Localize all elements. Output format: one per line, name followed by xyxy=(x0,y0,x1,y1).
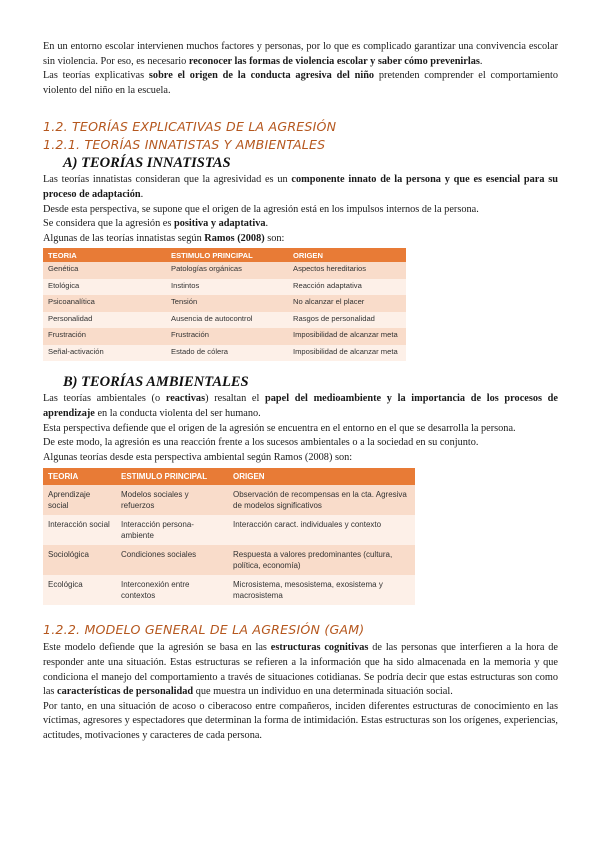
table-cell: Señal-activación xyxy=(43,345,166,362)
ambientales-paragraph-1: Las teorías ambientales (o reactivas) resaltan el papel del medioambiente y la importancia de los procesos de aprendizaje en la conducta violenta del ser humano. xyxy=(43,393,558,419)
table-cell: Respuesta a valores predominantes (cultura, política, economía) xyxy=(228,545,415,575)
table-row xyxy=(43,575,415,605)
table-row xyxy=(43,279,406,296)
table-cell: Interacción persona-ambiente xyxy=(116,515,228,545)
table-row xyxy=(43,345,406,362)
gam-paragraph-2: Por tanto, en una situación de acoso o ciberacoso entre compañeros, inciden diferentes estructuras de conocimiento en las víctimas, agresores y espectadores que determinan la forma de intimidación. Estas estructuras son los orígenes, experiencias, actitudes, motivaciones y caracteres de cada persona. xyxy=(43,700,558,741)
table-cell: Observación de recompensas en la cta. Agresiva de modelos significativos xyxy=(228,485,415,515)
table-row xyxy=(43,328,406,345)
table-row xyxy=(43,545,415,575)
heading-ambientales: B) TEORÍAS AMBIENTALES xyxy=(63,374,249,391)
intro-paragraph-2: Las teorías explicativas sobre el origen de la conducta agresiva del niño pretenden comprender el comportamiento violento del niño en la escuela. xyxy=(43,70,558,96)
table-cell: Psicoanalítica xyxy=(43,295,166,312)
table-header-row xyxy=(43,468,415,485)
table-cell: Rasgos de personalidad xyxy=(288,312,406,329)
table-cell: Ecológica xyxy=(43,575,116,605)
table-cell: Aspectos hereditarios xyxy=(288,262,406,279)
table-cell: Interacción social xyxy=(43,515,116,545)
table-row xyxy=(43,262,406,279)
ambientales-table xyxy=(43,468,415,605)
table-cell: Frustración xyxy=(166,328,288,345)
table-row xyxy=(43,515,415,545)
table-cell: No alcanzar el placer xyxy=(288,295,406,312)
section-heading-1-2-2: 1.2.2. MODELO GENERAL DE LA AGRESIÓN (GAM) xyxy=(43,622,365,638)
table-cell: Sociológica xyxy=(43,545,116,575)
ambientales-paragraph-2: Esta perspectiva defiende que el origen de la agresión se encuentra en el entorno en el que se desarrolla la persona. xyxy=(43,422,516,434)
table-cell: Reacción adaptativa xyxy=(288,279,406,296)
table-cell: Patologías orgánicas xyxy=(166,262,288,279)
table-cell: Personalidad xyxy=(43,312,166,329)
table-row xyxy=(43,295,406,312)
table-cell: Genética xyxy=(43,262,166,279)
table-row xyxy=(43,485,415,515)
innatistas-paragraph-1: Las teorías innatistas consideran que la agresividad es un componente innato de la persona y que es esencial para su proceso de adaptación. xyxy=(43,174,558,200)
table-header-row xyxy=(43,248,406,262)
table-cell: Modelos sociales y refuerzos xyxy=(116,485,228,515)
table-cell: Aprendizaje social xyxy=(43,485,116,515)
table-header-cell: TEORIA xyxy=(43,468,116,485)
table-header-cell: TEORIA xyxy=(43,248,166,262)
table-header-cell: ESTIMULO PRINCIPAL xyxy=(166,248,288,262)
section-heading-1-2: 1.2. TEORÍAS EXPLICATIVAS DE LA AGRESIÓN xyxy=(43,119,337,135)
table-header-cell: ORIGEN xyxy=(288,248,406,262)
innatistas-paragraph-3: Se considera que la agresión es positiva y adaptativa. xyxy=(43,218,269,230)
innatistas-paragraph-2: Desde esta perspectiva, se supone que el origen de la agresión está en los impulsos internos de la persona. xyxy=(43,203,479,215)
table-cell: Instintos xyxy=(166,279,288,296)
table-cell: Imposibilidad de alcanzar meta xyxy=(288,345,406,362)
section-heading-1-2-1: 1.2.1. TEORÍAS INNATISTAS Y AMBIENTALES xyxy=(43,137,326,153)
table-header-cell: ESTIMULO PRINCIPAL xyxy=(116,468,228,485)
ambientales-paragraph-4: Algunas teorías desde esta perspectiva ambiental según Ramos (2008) son: xyxy=(43,451,353,463)
table-cell: Condiciones sociales xyxy=(116,545,228,575)
table-cell: Frustración xyxy=(43,328,166,345)
table-cell: Interacción caract. individuales y contexto xyxy=(228,515,415,545)
ambientales-paragraph-3: De este modo, la agresión es una reacción frente a los sucesos ambientales o a la sociedad en su conjunto. xyxy=(43,437,479,449)
document-page xyxy=(43,40,558,743)
innatistas-table xyxy=(43,248,406,361)
heading-innatistas: A) TEORÍAS INNATISTAS xyxy=(63,155,231,172)
innatistas-paragraph-4: Algunas de las teorías innatistas según Ramos (2008) son: xyxy=(43,232,285,244)
table-cell: Etológica xyxy=(43,279,166,296)
table-cell: Microsistema, mesosistema, exosistema y macrosistema xyxy=(228,575,415,605)
gam-paragraph-1: Este modelo defiende que la agresión se basa en las estructuras cognitivas de las personas que interfieren a la hora de responder ante una situación. Estas estructuras se refieren a la información que ha sido almacenada en la memoria y que condiciona el manejo del comportamiento a través de situaciones cotidianas. Se podría decir que estas estructuras son como las características de personalidad que muestra un individuo en una determinada situación social. xyxy=(43,642,558,698)
table-cell: Estado de cólera xyxy=(166,345,288,362)
intro-paragraph-1: En un entorno escolar intervienen muchos factores y personas, por lo que es complicado garantizar una convivencia escolar sin violencia. Por eso, es necesario reconocer las formas de violencia escolar y saber cómo prevenirlas. xyxy=(43,41,558,67)
table-cell: Tensión xyxy=(166,295,288,312)
table-cell: Imposibilidad de alcanzar meta xyxy=(288,328,406,345)
table-header-cell: ORIGEN xyxy=(228,468,415,485)
table-cell: Ausencia de autocontrol xyxy=(166,312,288,329)
table-row xyxy=(43,312,406,329)
table-cell: Interconexión entre contextos xyxy=(116,575,228,605)
